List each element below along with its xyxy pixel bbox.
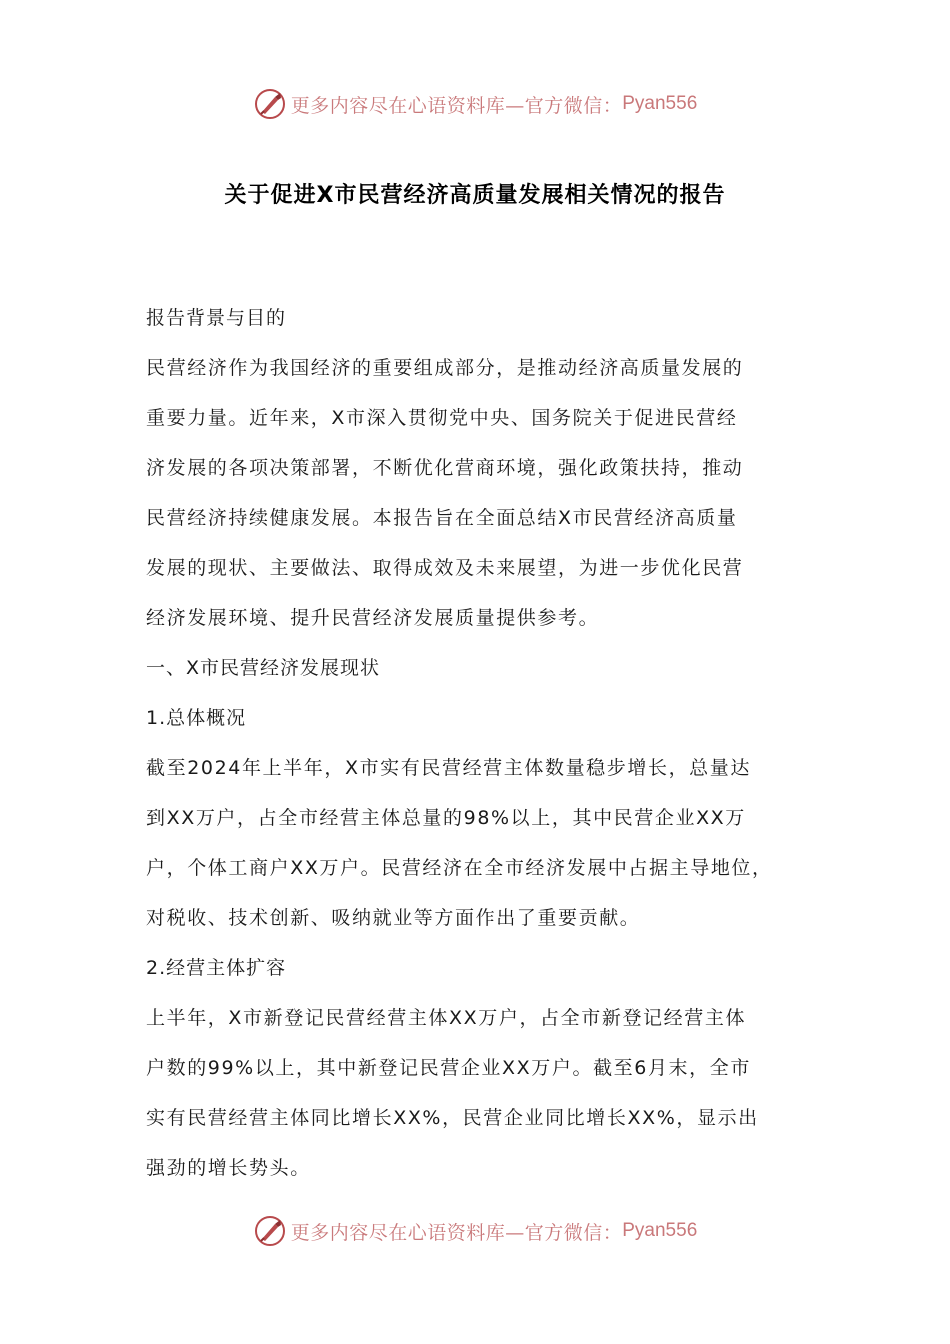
document-body bbox=[146, 300, 814, 1200]
body-line: 对税收、技术创新、吸纳就业等方面作出了重要贡献。 bbox=[146, 907, 641, 929]
section-heading-background: 报告背景与目的 bbox=[146, 307, 287, 329]
quill-pen-logo-icon bbox=[253, 1214, 287, 1248]
body-line: 重要力量。近年来，X市深入贯彻党中央、国务院关于促进民营经 bbox=[146, 407, 738, 429]
document-title: 关于促进X市民营经济高质量发展相关情况的报告 bbox=[224, 183, 726, 208]
body-line: 截至2024年上半年，X市实有民营经营主体数量稳步增长，总量达 bbox=[146, 757, 751, 779]
body-line: 户，个体工商户XX万户。民营经济在全市经济发展中占据主导地位， bbox=[146, 857, 773, 879]
body-line: 济发展的各项决策部署，不断优化营商环境，强化政策扶持，推动 bbox=[146, 457, 744, 479]
subheading-expansion: 2.经营主体扩容 bbox=[146, 957, 287, 979]
quill-pen-logo-icon bbox=[253, 87, 287, 121]
footer-watermark-banner bbox=[0, 1211, 950, 1251]
body-line: 发展的现状、主要做法、取得成效及未来展望，为进一步优化民营 bbox=[146, 557, 744, 579]
body-line: 经济发展环境、提升民营经济发展质量提供参考。 bbox=[146, 607, 600, 629]
section-heading-status: 一、X市民营经济发展现状 bbox=[146, 657, 381, 679]
body-line: 户数的99%以上，其中新登记民营企业XX万户。截至6月末，全市 bbox=[146, 1057, 751, 1079]
watermark-text: 更多内容尽在心语资料库—官方微信： bbox=[290, 1221, 623, 1244]
header-watermark-banner bbox=[0, 84, 950, 124]
watermark-text: 更多内容尽在心语资料库—官方微信： bbox=[290, 94, 623, 117]
body-line: 强劲的增长势头。 bbox=[146, 1157, 311, 1179]
wechat-id: Pyan556 bbox=[622, 93, 698, 114]
wechat-id: Pyan556 bbox=[622, 1220, 698, 1241]
body-line: 民营经济作为我国经济的重要组成部分，是推动经济高质量发展的 bbox=[146, 357, 744, 379]
subheading-overview: 1.总体概况 bbox=[146, 707, 247, 729]
body-line: 到XX万户，占全市经营主体总量的98%以上，其中民营企业XX万 bbox=[146, 807, 746, 829]
body-line: 实有民营经营主体同比增长XX%，民营企业同比增长XX%，显示出 bbox=[146, 1107, 759, 1129]
body-line: 上半年，X市新登记民营经营主体XX万户，占全市新登记经营主体 bbox=[146, 1007, 747, 1029]
body-line: 民营经济持续健康发展。本报告旨在全面总结X市民营经济高质量 bbox=[146, 507, 738, 529]
